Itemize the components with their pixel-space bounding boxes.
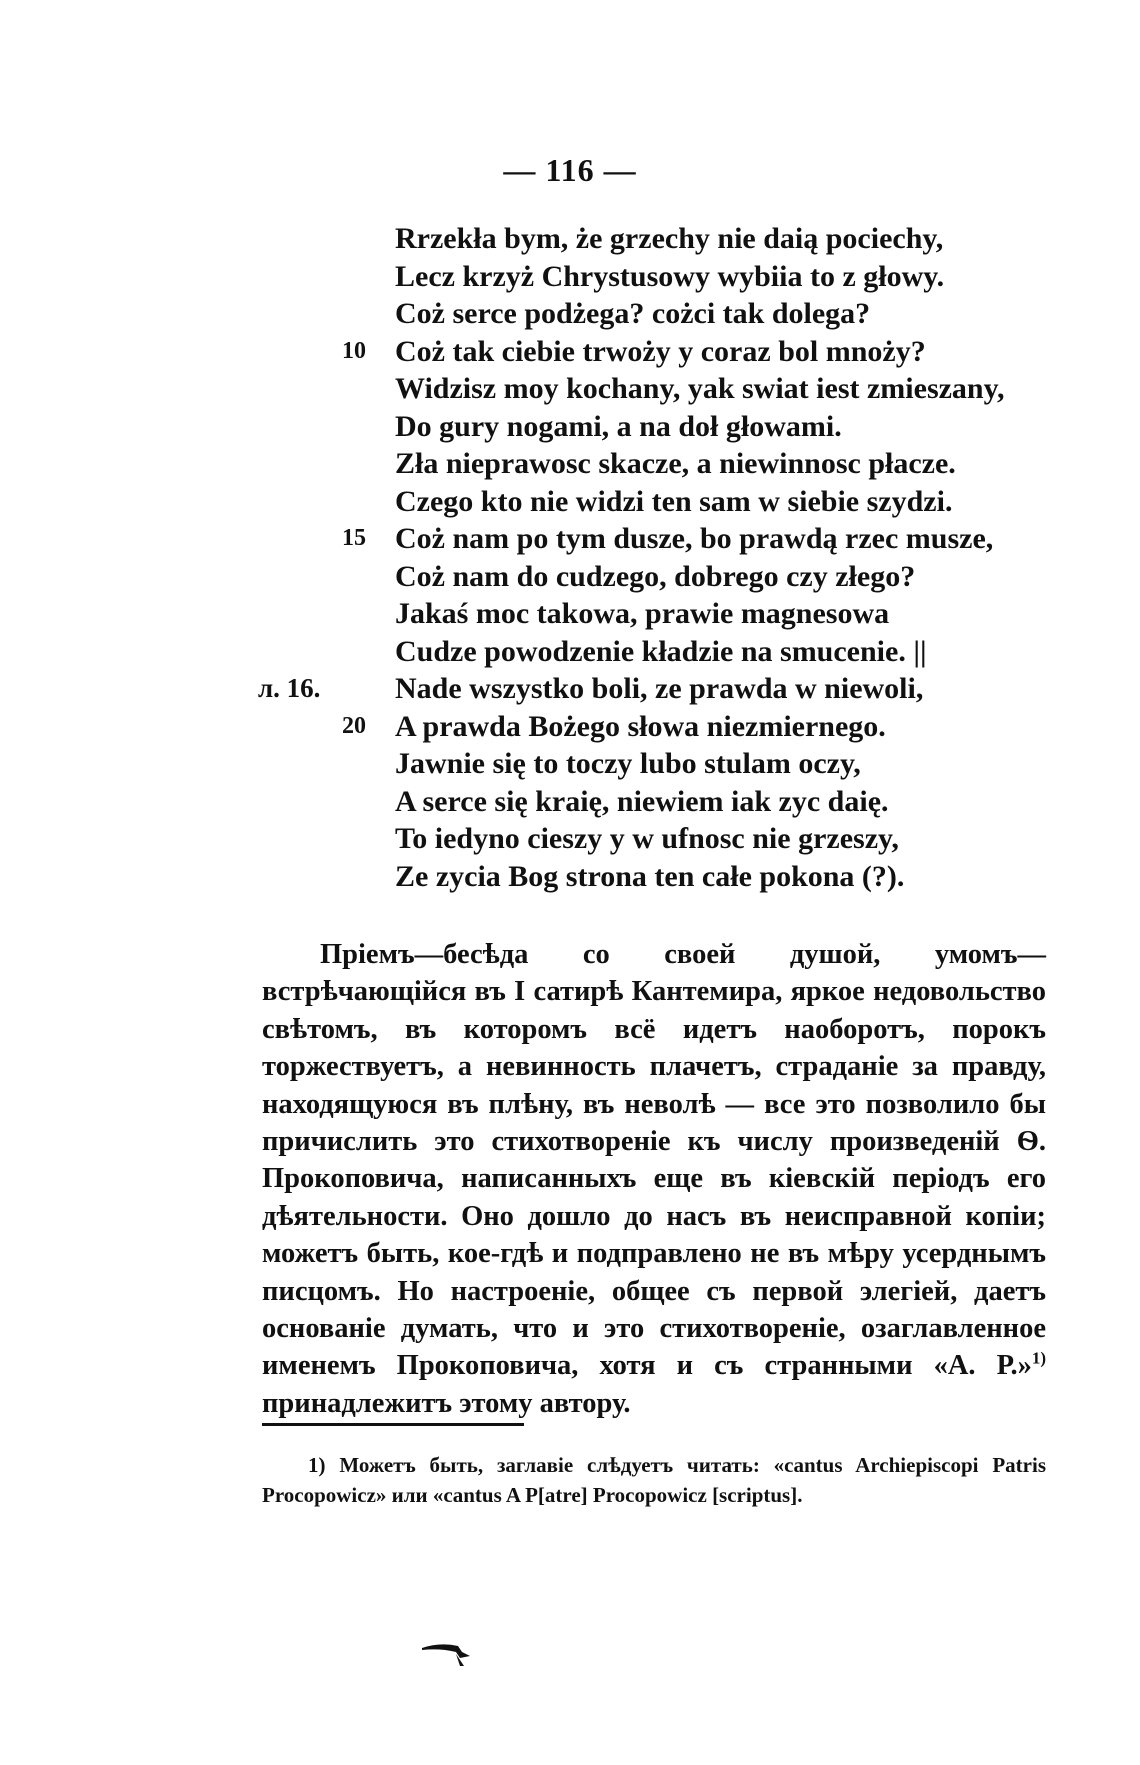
poem-line-text: Jakaś moc takowa, prawie magnesowa (395, 597, 890, 630)
poem-line-text: Nade wszystko boli, ze prawda w niewoli, (395, 672, 924, 705)
poem-line-text: Zła nieprawosc skacze, a niewinnosc płacze. (395, 447, 956, 480)
poem-line (0, 633, 1140, 671)
line-number: 20 (342, 712, 366, 739)
line-number: 10 (342, 337, 366, 364)
poem-line (0, 595, 1140, 633)
page-number: — 116 — (503, 152, 637, 188)
poem-line-text: A serce się kraię, niewiem iak zyc daię. (395, 784, 889, 818)
line-number: 15 (342, 525, 366, 551)
poem-line-text: Coż serce podżega? cożci tak dolega? (395, 297, 871, 330)
footnote-reference[interactable]: 1) (1031, 1348, 1046, 1368)
poem-line (0, 295, 1140, 333)
poem-line-text: Lecz krzyż Chrystusowy wybiia to z głowy. (395, 259, 945, 293)
footnote-divider (262, 1423, 524, 1426)
footnote: 1) Можетъ быть, заглавіе слѣдуетъ читать: «cantus Archiepiscopi Patris Procopowicz» или «cantus A P[atre] Procopowicz [scriptus]. (262, 1453, 1046, 1507)
poem-line (0, 483, 1140, 521)
poem-line-text: Coż tak ciebie trwoży y coraz bol mnoży? (395, 334, 926, 368)
poem-line (0, 783, 1140, 821)
poem-line-text: Widzisz moy kochany, yak swiat iest zmieszany, (395, 372, 1005, 405)
poem-line (0, 670, 1140, 708)
poem-line (0, 520, 1140, 558)
poem-line-text: Do gury nogami, a na doł głowami. (395, 409, 842, 443)
poem-line (0, 258, 1140, 296)
poem-line (0, 745, 1140, 783)
poem-line-text: Coż nam po tym dusze, bo prawdą rzec musze, (395, 522, 994, 555)
poem-line-text: Jawnie się to toczy lubo stulam oczy, (395, 747, 861, 780)
poem-line (0, 820, 1140, 858)
poem-line-text: Czego kto nie widzi ten sam w siebie szydzi. (395, 484, 953, 518)
poem-line-text: A prawda Bożego słowa niezmiernego. (395, 709, 886, 743)
poem-line (0, 858, 1140, 896)
poem-line-text: Ze zycia Bog strona ten całe pokona (?). (395, 859, 905, 893)
poem-line-text: Cudze powodzenie kładzie na smucenie. || (395, 634, 927, 668)
margin-folio-note: л. 16. (258, 673, 321, 703)
scan-artifact-mark (420, 1636, 480, 1676)
poem-line-text: Rrzekła bym, że grzechy nie daią pociechy, (395, 222, 944, 255)
poem-line (0, 558, 1140, 596)
poem-line-text: To iedyno cieszy y w ufnosc nie grzeszy, (395, 822, 899, 855)
poem-line-text: Coż nam do cudzego, dobrego czy złego? (395, 559, 916, 593)
commentary-text-end: принадлежитъ этому автору. (262, 1387, 631, 1419)
poem-line (0, 370, 1140, 408)
poem-line (0, 445, 1140, 483)
poem-line (0, 333, 1140, 371)
poem-line (0, 220, 1140, 258)
commentary-text: Пріемъ—бесѣда со своей душой, умомъ—встрѣчающійся въ I сатирѣ Кантемира, яркое недовольство свѣтомъ, въ которомъ всё идетъ наоборотъ, порокъ торжествуетъ, а невинность плачетъ, страданіе за правду, находящуюся въ плѣну, въ неволѣ — все это позволило бы причислить это стихотвореніе къ числу произведеній Ѳ. Прокоповича, написанныхъ еще въ кіевскій періодъ его дѣятельности. Оно дошло до насъ въ неисправной копіи; можетъ быть, кое-гдѣ и подправлено не въ мѣру усерднымъ писцомъ. Но настроеніе, общее съ первой элегіей, даетъ основаніе думать, что и это стихотвореніе, озаглавленное именемъ Прокоповича, хотя и съ странными «А. Р.» (262, 939, 1046, 1382)
poem-line (0, 408, 1140, 446)
poem (0, 220, 1140, 895)
poem-line (0, 708, 1140, 746)
commentary-paragraph (262, 936, 1046, 1422)
